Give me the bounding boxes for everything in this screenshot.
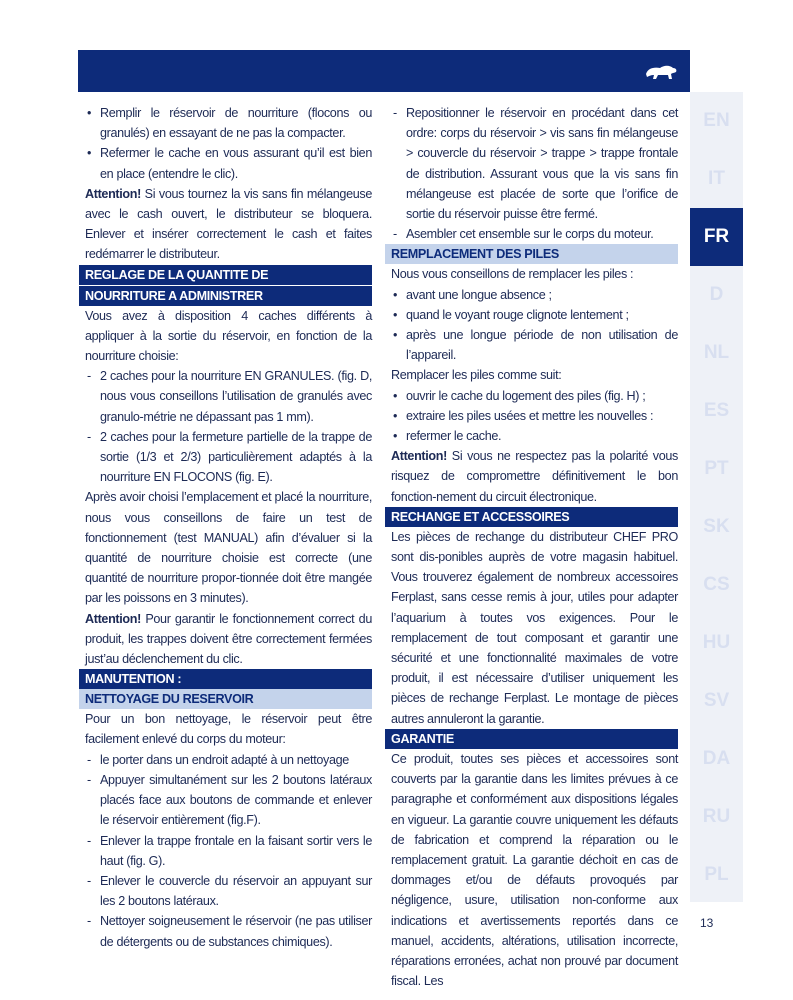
language-tab-sk[interactable]: SK (703, 516, 730, 537)
page-number: 13 (700, 916, 714, 930)
language-tab-sv[interactable]: SV (703, 690, 730, 711)
language-tab-it[interactable]: IT (708, 168, 725, 189)
list-item: • extraire les piles usées et mettre les nouvelles : (391, 406, 678, 426)
paragraph-caches: Vous avez à disposition 4 caches différents à appliquer à la sortie du réservoir, en fonction de la nourriture choisie: (85, 308, 372, 364)
attention-paragraph (85, 609, 372, 670)
section-heading-rechange: RECHANGE ET ACCESSOIRES (385, 507, 678, 527)
list-item: • quand le voyant rouge clignote lentement ; (391, 305, 678, 325)
paragraph-remplacer: Remplacer les piles comme suit: (391, 368, 562, 383)
list-item: - Nettoyer soigneusement le réservoir (ne pas utiliser de détergents ou de substances chimiques). (85, 911, 372, 951)
header-bar (78, 50, 690, 92)
language-sidebar (690, 92, 743, 902)
language-tab-da[interactable]: DA (702, 748, 731, 769)
paragraph-test: Après avoir choisi l’emplacement et placé la nourriture, nous vous conseillons de faire un test de fonctionnement (test MANUAL) afin d’évaluer si la quantité de nourriture choisie est correcte (une quantité de nourriture propor-tionnée doit être mangée par les poissons en 3 minutes). (85, 490, 372, 606)
ferret-logo-icon (644, 62, 678, 82)
section-heading-garantie: GARANTIE (385, 729, 678, 749)
subsection-heading-piles: REMPLACEMENT DES PILES (385, 244, 678, 264)
attention-paragraph (85, 184, 372, 265)
section-heading-manutention: MANUTENTION : (79, 669, 372, 689)
language-tab-en[interactable]: EN (703, 110, 730, 131)
left-column (85, 103, 372, 952)
paragraph-garantie: Ce produit, toutes ses pièces et accessoires sont couverts par la garantie dans les limites prévues à ce paragraphe et conformément aux dispositions légales en vigueur. La garantie couvre uniquement les défauts de fabrication et comprend la réparation ou le remplacement gratuit. La garantie déchoit en cas de dommages et/ou de défauts provoqués par négligence, usure, utilisation non-conforme aux indications et avertissements reportés dans ce manuel, accidents, altérations, utilisation incorrecte, réparations erronées, achat non prouvé par document fiscal. Les (391, 751, 678, 989)
list-item: • avant une longue absence ; (391, 285, 678, 305)
list-item: • Refermer le cache en vous assurant qu’il est bien en place (entendre le clic). (85, 143, 372, 183)
list-item: • Remplir le réservoir de nourriture (flocons ou granulés) en essayant de ne pas la compacter. (85, 103, 372, 143)
language-tab-ru[interactable]: RU (702, 806, 731, 827)
list-item: - 2 caches pour la nourriture EN GRANULES. (fig. D, nous vous conseillons l’utilisation de granulés avec granulo-métrie ne dépassant pas 1 mm). (85, 366, 372, 427)
list-item: - Enlever le couvercle du réservoir an appuyant sur les 2 boutons latéraux. (85, 871, 372, 911)
language-tab-pt[interactable]: PT (704, 458, 729, 479)
paragraph-rechange: Les pièces de rechange du distributeur CHEF PRO sont dis-ponibles auprès de votre magasin habituel. Vous trouverez également de nombreux accessoires Ferplast, sans cesse remis à jour, utiles pour adapter l’aquarium à toutes vos exigences. Pour le remplacement de tout composant et garantir une sécurité et une fonctionnalité maximales de votre produit, il est nécessaire d’utiliser uniquement les pièces de rechange Ferplast. Le montage de pièces autres annuleront la garantie. (391, 529, 678, 726)
paragraph-piles: Nous vous conseillons de remplacer les piles : (391, 267, 634, 282)
list-item: - Repositionner le réservoir en procédant dans cet ordre: corps du réservoir > vis sans fin mélangeuse > couvercle du réservoir > trappe > trappe frontale de distribution. Assurant vous que la vis sans fin mélangeuse est placée de sorte que l’orifice de sortie du réservoir puisse être fermé. (391, 103, 678, 224)
subsection-heading-nettoyage: NETTOYAGE DU RESERVOIR (79, 689, 372, 709)
attention-label: Attention! (391, 449, 447, 464)
list-item: - Asembler cet ensemble sur le corps du moteur. (391, 224, 678, 244)
paragraph-nettoyage: Pour un bon nettoyage, le réservoir peut être facilement enlevé du corps du moteur: (85, 712, 372, 747)
language-tab-cs[interactable]: CS (703, 574, 730, 595)
attention-paragraph (391, 446, 678, 507)
list-item: • après une longue période de non utilisation de l’appareil. (391, 325, 678, 365)
language-tab-hu[interactable]: HU (702, 632, 731, 653)
list-item: • refermer le cache. (391, 426, 678, 446)
attention-text: Si vous ne respectez pas la polarité vous risquez de compromettre définitivement le bon fonction-nement du circuit électronique. (391, 449, 678, 504)
language-tab-nl[interactable]: NL (703, 342, 730, 363)
language-tab-d[interactable]: D (709, 284, 724, 305)
attention-text: Si vous tournez la vis sans fin mélangeuse avec le cash ouvert, le distributeur se bloquera. Enlever et insérer correctement le cash et faites redémarrer le distributeur. (85, 186, 372, 262)
language-tab-es[interactable]: ES (703, 400, 730, 421)
list-item: - 2 caches pour la fermeture partielle de la trappe de sortie (1/3 et 2/3) particulièrement adaptés à la nourriture EN FLOCONS (fig. E). (85, 427, 372, 488)
list-item: • ouvrir le cache du logement des piles (fig. H) ; (391, 386, 678, 406)
attention-label: Attention! (85, 186, 141, 201)
attention-text: Pour garantir le fonctionnement correct du produit, les trappes doivent être correctement fermées just’au déclenchement du clic. (85, 611, 372, 667)
right-column (391, 103, 678, 991)
list-item: - Appuyer simultanément sur les 2 boutons latéraux placés face aux boutons de commande et enlever le réservoir entièrement (fig.F). (85, 770, 372, 831)
section-heading-reglage-line1: REGLAGE DE LA QUANTITE DE (79, 265, 372, 285)
list-item: - le porter dans un endroit adapté à un nettoyage (85, 750, 372, 770)
attention-label: Attention! (85, 611, 141, 626)
section-heading-reglage-line2: NOURRITURE A ADMINISTRER (79, 285, 372, 306)
list-item: - Enlever la trappe frontale en la faisant sortir vers le haut (fig. G). (85, 831, 372, 871)
language-tab-pl[interactable]: PL (704, 864, 729, 885)
language-tab-fr[interactable]: FR (690, 208, 743, 266)
